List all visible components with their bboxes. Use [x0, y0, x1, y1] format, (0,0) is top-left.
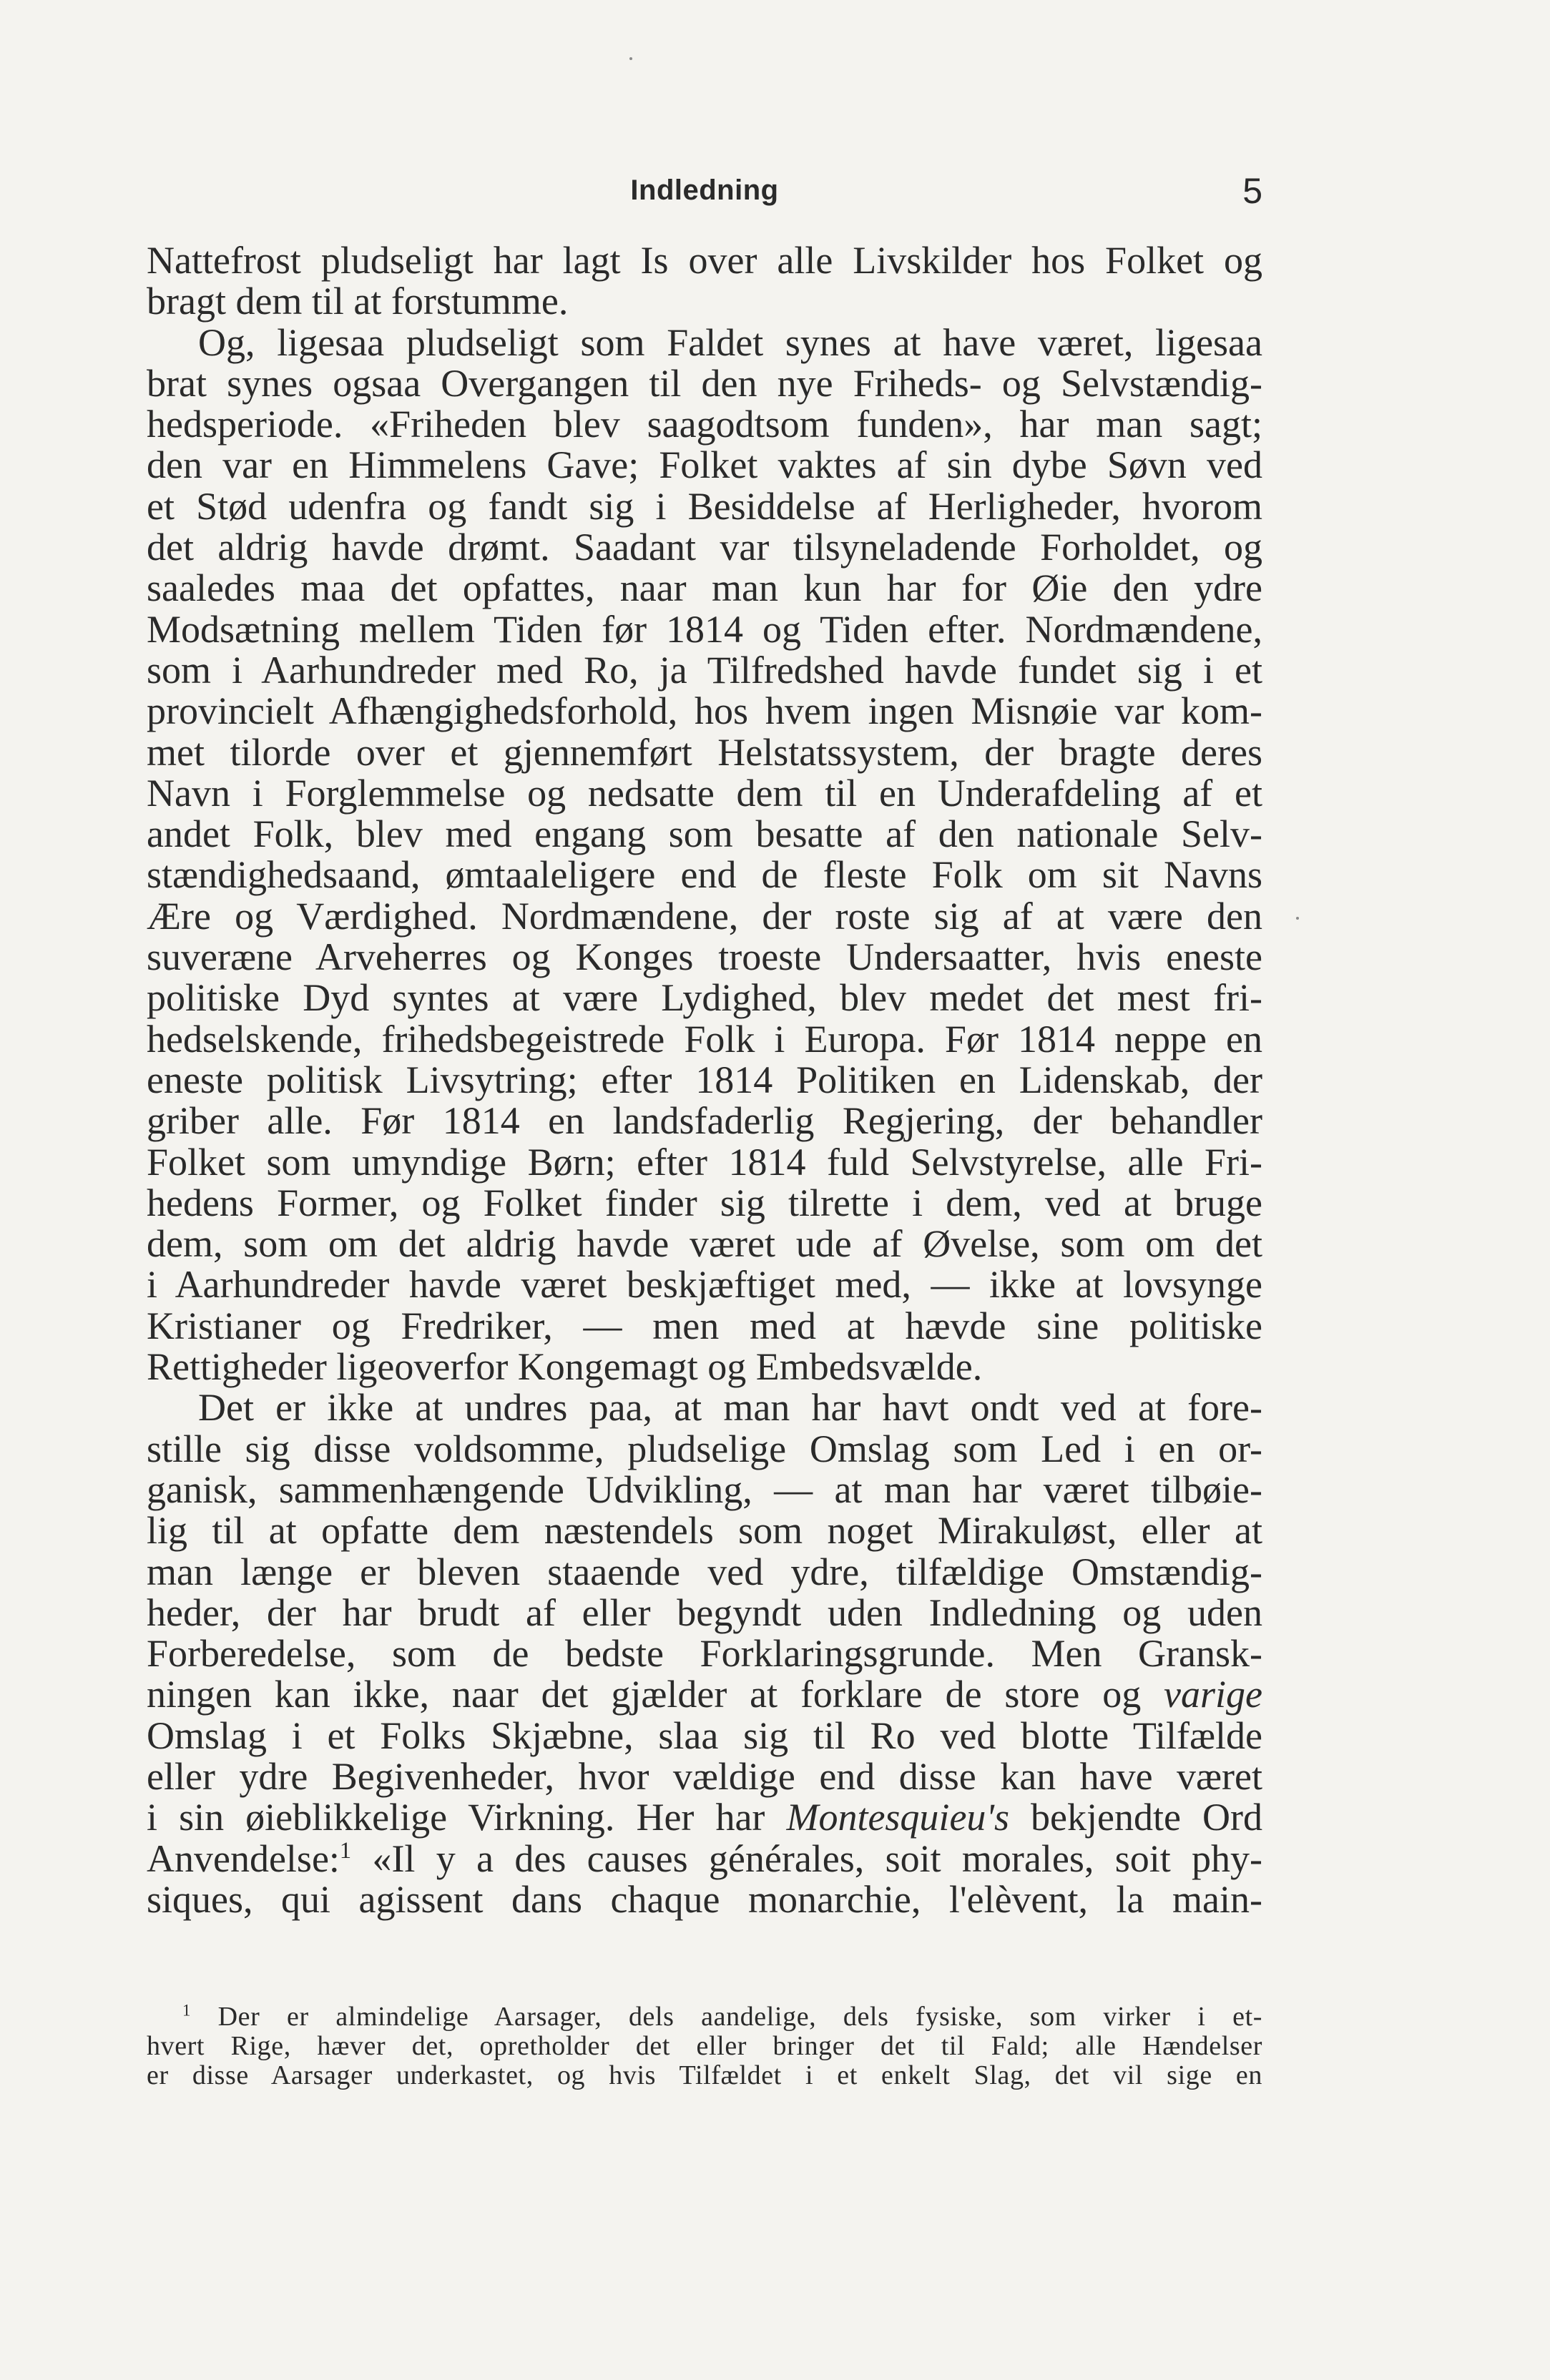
text-line: som i Aarhundreder med Ro, ja Tilfredshed havde fundet sig i et [147, 648, 1262, 692]
footnote-line: er disse Aarsager underkastet, og hvis Tilfældet i et enkelt Slag, det vil sige en [147, 2060, 1262, 2090]
page-number: 5 [1242, 171, 1262, 211]
paper-speck [1296, 917, 1299, 920]
text-segment: i sin øieblikkelige Virkning. Her har [147, 1796, 765, 1839]
text-segment: Anvendelse: [147, 1836, 340, 1880]
text-line-with-italic [147, 1674, 1262, 1715]
text-line-with-italic [147, 1797, 1262, 1838]
paragraph-start-line: Det er ikke at undres paa, at man har havt ondt ved at fore- [198, 1386, 1262, 1430]
text-line: provincielt Afhængighedsforhold, hos hvem ingen Misnøie var kom- [147, 689, 1262, 733]
text-line: griber alle. Før 1814 en landsfaderlig Regjering, der behandler [147, 1099, 1262, 1143]
text-segment: ningen kan ikke, naar det gjælder at forklare de store og [147, 1673, 1142, 1716]
text-line: heder, der har brudt af eller begyndt uden Indledning og uden [147, 1590, 1262, 1634]
text-line: suveræne Arveherres og Konges troeste Undersaatter, hvis eneste [147, 935, 1262, 979]
text-line: stændighedsaand, ømtaaleligere end de fleste Folk om sit Navns [147, 853, 1262, 897]
text-line: Nattefrost pludseligt har lagt Is over alle Livskilder hos Folket og [147, 239, 1262, 282]
text-line: den var en Himmelens Gave; Folket vaktes af sin dybe Søvn ved [147, 443, 1262, 487]
text-line: met tilorde over et gjennemført Helstatssystem, der bragte deres [147, 730, 1262, 774]
text-line-with-note [147, 1836, 1263, 1880]
footnote-marker: 1 [182, 2001, 191, 2020]
footnote-line [147, 2002, 1262, 2032]
text-line: eller ydre Begivenheder, hvor vældige end disse kan have været [147, 1754, 1262, 1798]
quote-segment: «Il y a des causes générales, soit morales, soit phy- [372, 1836, 1263, 1880]
italic-word: varige [1164, 1673, 1262, 1716]
text-line: Rettigheder ligeoverfor Kongemagt og Embedsvælde. [147, 1345, 983, 1389]
text-line: lig til at opfatte dem næstendels som noget Mirakuløst, eller at [147, 1509, 1262, 1553]
text-line: ganisk, sammenhængende Udvikling, — at man har været tilbøie- [147, 1467, 1262, 1511]
text-line: andet Folk, blev med engang som besatte af den nationale Selv- [147, 812, 1262, 856]
text-line: brat synes ogsaa Overgangen til den nye Friheds- og Selvstændig- [147, 361, 1262, 405]
text-line: hedselskende, frihedsbegeistrede Folk i Europa. Før 1814 neppe en [147, 1017, 1262, 1061]
text-segment: bekjendte Ord [1031, 1796, 1262, 1839]
paper-speck [629, 57, 632, 60]
text-line: det aldrig havde drømt. Saadant var tilsyneladende Forholdet, og [147, 526, 1262, 569]
italic-name: Montesquieu's [786, 1796, 1009, 1839]
footnote-line: hvert Rige, hæver det, opretholder det eller bringer det til Fald; alle Hændelser [147, 2031, 1262, 2061]
paragraph-start-line: Og, ligesaa pludseligt som Faldet synes at have været, ligesaa [198, 320, 1262, 364]
text-line: i Aarhundreder havde været beskjæftiget med, — ikke at lovsynge [147, 1263, 1262, 1307]
text-line: Folket som umyndige Børn; efter 1814 fuld Selvstyrelse, alle Fri- [147, 1140, 1262, 1184]
text-line: et Stød udenfra og fandt sig i Besiddelse af Herligheder, hvorom [147, 484, 1262, 528]
running-head [147, 170, 1262, 213]
text-line: man længe er bleven staaende ved ydre, tilfældige Omstændig- [147, 1550, 1262, 1593]
text-line: saaledes maa det opfattes, naar man kun har for Øie den ydre [147, 566, 1262, 610]
text-line: hedens Former, og Folket finder sig tilrette i dem, ved at bruge [147, 1181, 1262, 1224]
text-line: siques, qui agissent dans chaque monarchie, l'elèvent, la main- [147, 1877, 1262, 1921]
text-line: politiske Dyd syntes at være Lydighed, blev medet det mest fri- [147, 976, 1262, 1020]
text-line: Kristianer og Fredriker, — men med at hævde sine politiske [147, 1304, 1262, 1347]
text-line: Forberedelse, som de bedste Forklaringsgrunde. Men Gransk- [147, 1632, 1262, 1676]
body-text [147, 240, 1262, 1920]
text-line: Ære og Værdighed. Nordmændene, der roste sig af at være den [147, 894, 1262, 938]
text-line: stille sig disse voldsomme, pludselige Omslag som Led i en or- [147, 1427, 1262, 1470]
text-line: bragt dem til at forstumme. [147, 280, 569, 323]
running-head-title: Indledning [630, 174, 779, 206]
footnote-text: Der er almindelige Aarsager, dels aandelige, dels fysiske, som virker i et- [217, 2002, 1263, 2032]
text-line: eneste politisk Livsytring; efter 1814 Politiken en Lidenskab, der [147, 1058, 1262, 1101]
footnote-reference: 1 [339, 1837, 352, 1864]
text-line: dem, som om det aldrig havde været ude af Øvelse, som om det [147, 1222, 1262, 1266]
text-line: Modsætning mellem Tiden før 1814 og Tiden efter. Nordmændene, [147, 607, 1262, 651]
text-line: hedsperiode. «Friheden blev saagodtsom funden», har man sagt; [147, 403, 1262, 446]
footnote-block [147, 2002, 1262, 2090]
text-line: Omslag i et Folks Skjæbne, slaa sig til Ro ved blotte Tilfælde [147, 1713, 1262, 1757]
text-line: Navn i Forglemmelse og nedsatte dem til en Underafdeling af et [147, 771, 1262, 815]
